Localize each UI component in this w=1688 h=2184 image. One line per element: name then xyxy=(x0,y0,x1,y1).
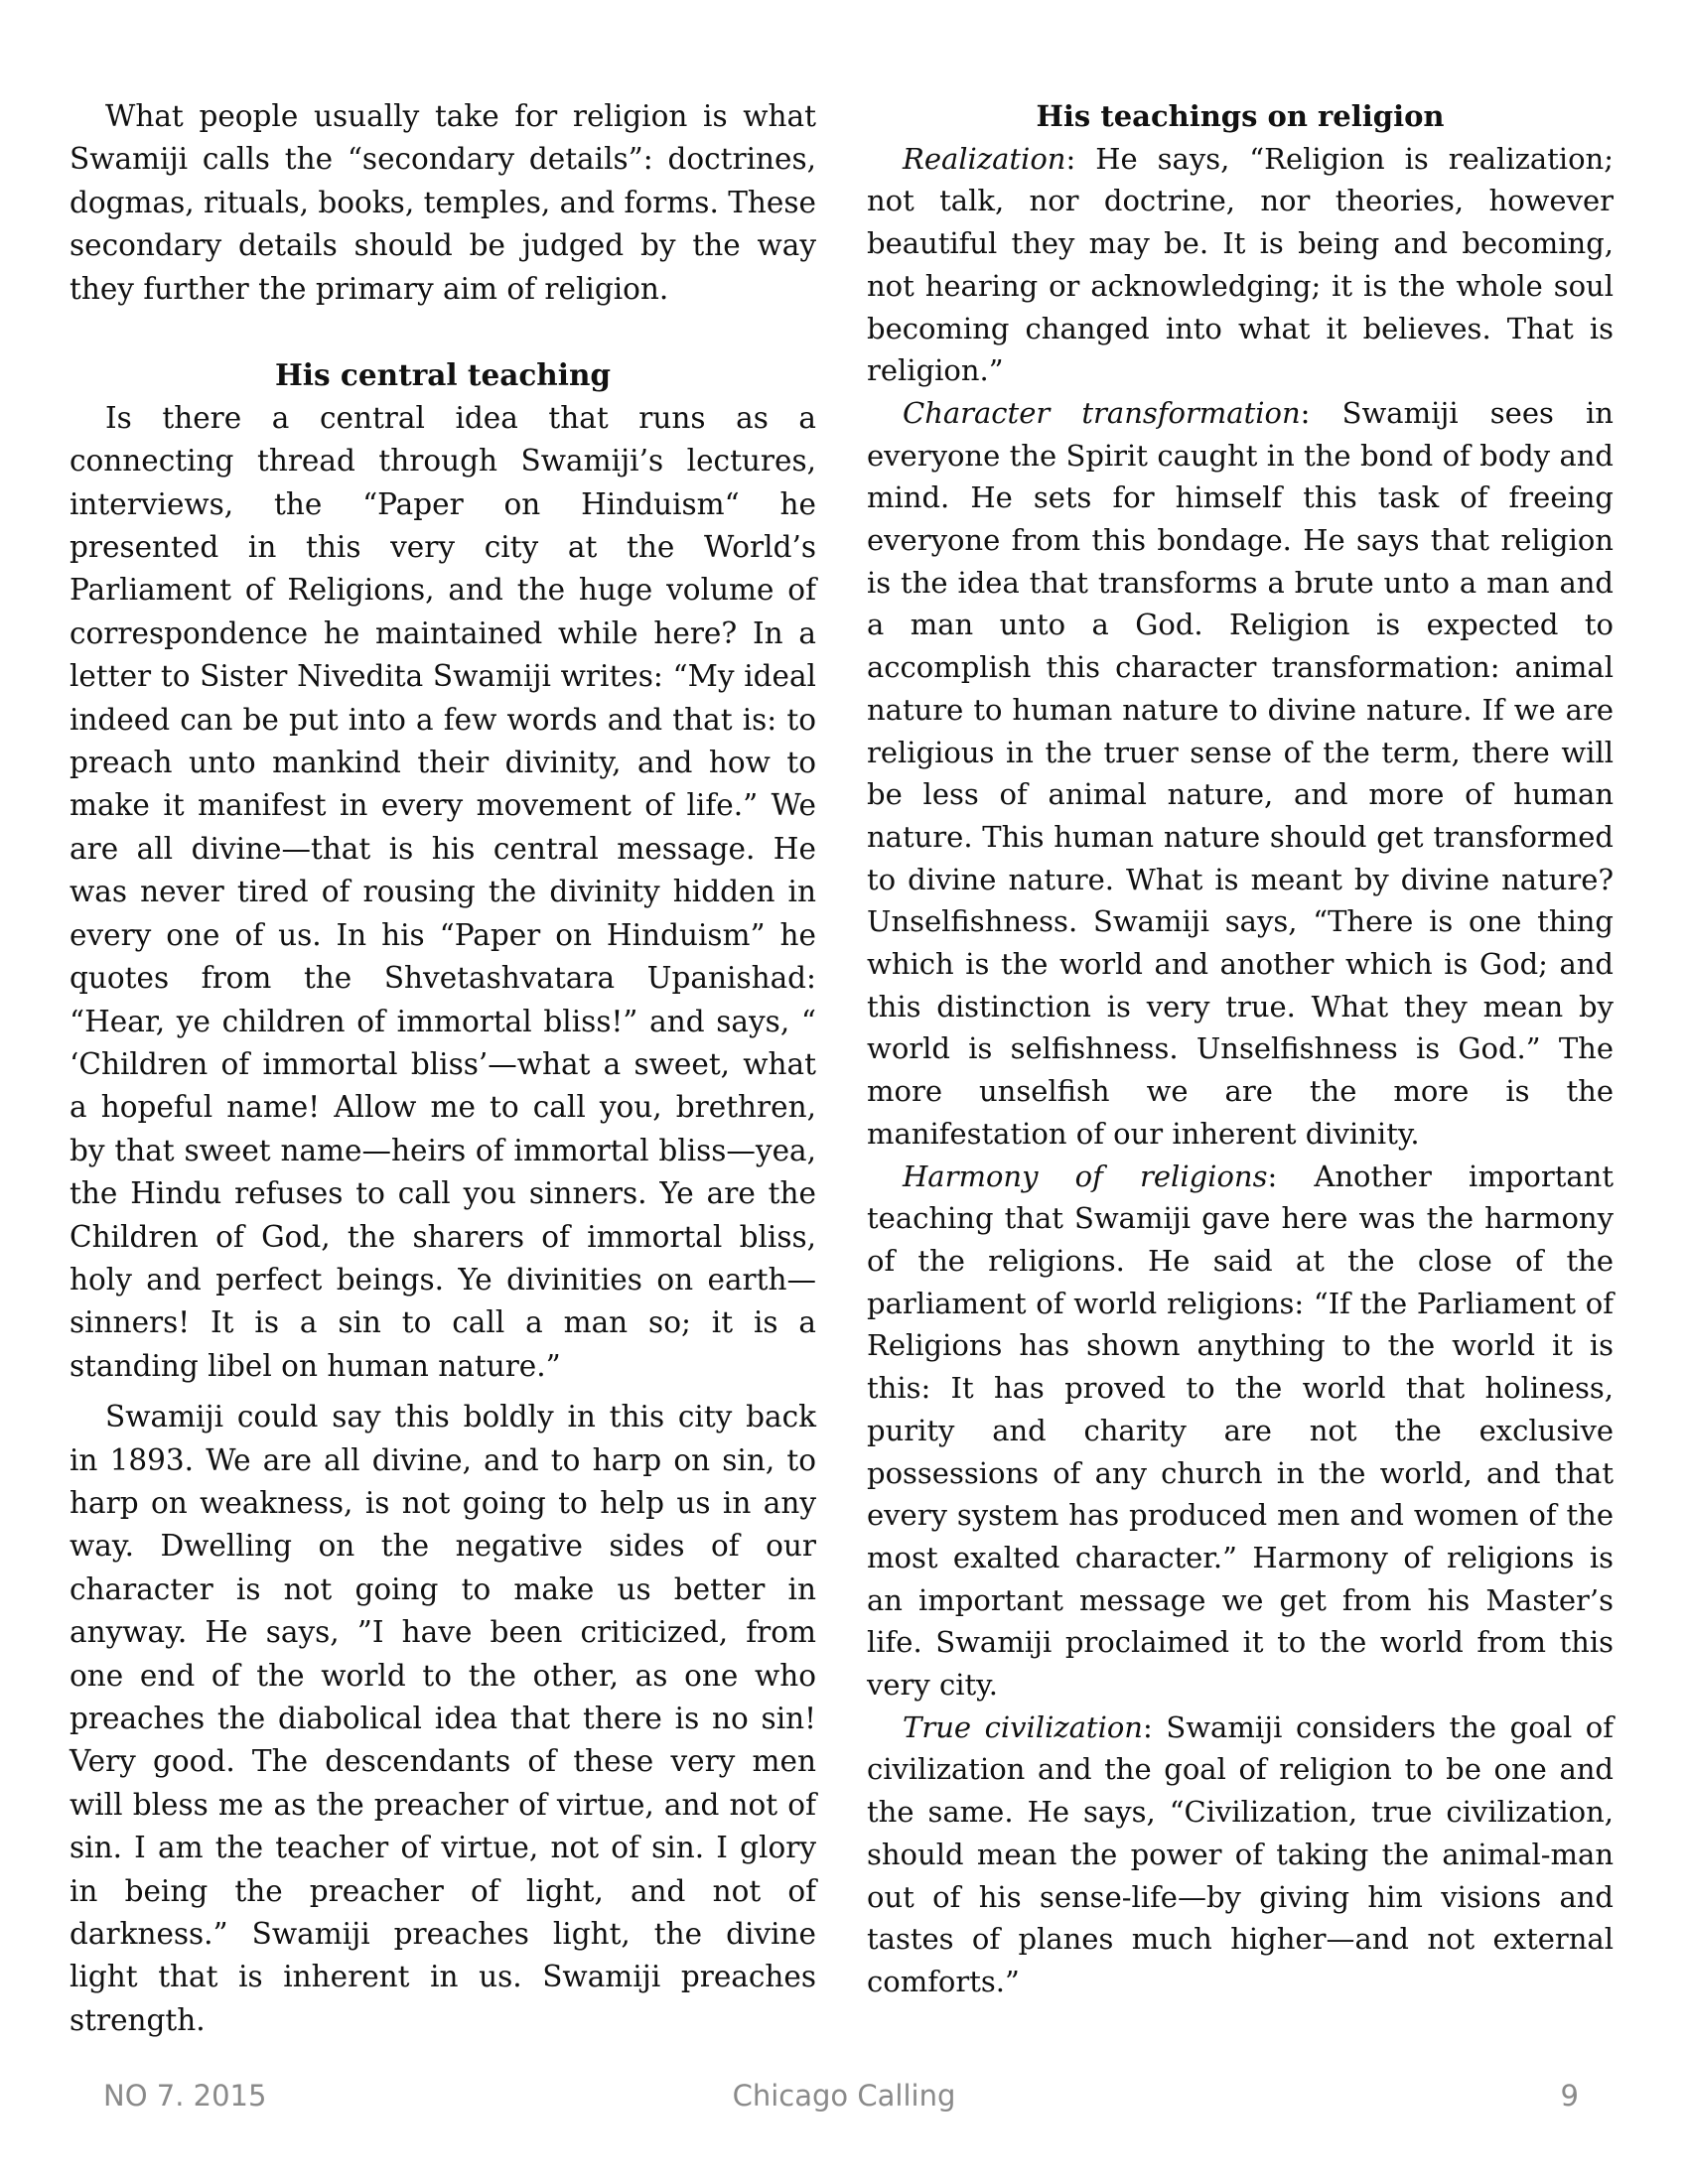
civilization-term: True civilization xyxy=(903,1709,1143,1744)
left-column xyxy=(70,95,816,2042)
right-column xyxy=(867,95,1614,2003)
publication-title: Chicago Calling xyxy=(732,2079,956,2113)
realization-term: Realization xyxy=(903,141,1066,176)
character-term: Character transformation xyxy=(903,395,1301,430)
central-teaching-paragraph-1: Is there a central idea that runs as a connecting thread through Swamiji’s lectures, interviews, the “Paper on Hinduism“ he presented in this very city at the World’s Parliament of Religions, and the huge volume of correspondence he maintained while here? In a letter to Sister Nivedita Swamiji writes: “My ideal indeed can be put into a few words and that is: to preach unto mankind their divinity, and how to make it manifest in every movement of life.” We are all divine—that is his central message. He was never tired of rousing the divinity hidden in every one of us. In his “Paper on Hinduism” he quotes from the Shvetashvatara Upanishad: “Hear, ye children of immortal bliss!” and says, “ ‘Children of immortal bliss’—what a sweet, what a hopeful name! Allow me to call you, brethren, by that sweet name—heirs of immortal bliss—yea, the Hindu refuses to call you sinners. Ye are the Children of God, the sharers of immortal bliss, holy and perfect beings. Ye divinities on earth—sinners! It is a sin to call a man so; it is a standing libel on human nature.” xyxy=(70,400,816,1383)
harmony-text: : Another important teaching that Swamiji gave here was the harmony of the religions. He said at the close of the parliament of world religions: “If the Parliament of Religions has shown anything to the world it is this: It has proved to the world that holiness, purity and charity are not the exclusive possessions of any church in the world, and that every system has produced men and women of the most exalted character.” Harmony of religions is an important message we get from his Master’s life. Swamiji proclaimed it to the world from this very city. xyxy=(867,1159,1614,1703)
character-text: : Swamiji sees in everyone the Spirit caught in the bond of body and mind. He sets for himself this task of freeing everyone from this bondage. He says that religion is the idea that transforms a brute unto a man and a man unto a God. Religion is expected to accomplish this character transformation: animal nature to human nature to divine nature. If we are religious in the truer sense of the term, there will be less of animal nature, and more of human nature. This human nature should get transformed to divine nature. What is meant by divine nature? Unselfishness. Swamiji says, “There is one thing which is the world and another which is God; and this distinction is very true. What they mean by world is selfishness. Unselfishness is God.” The more unselfish we are the more is the manifestation of our inherent divinity. xyxy=(867,395,1614,1151)
religion-teachings-heading: His teachings on religion xyxy=(1036,99,1445,133)
realization-paragraph xyxy=(867,138,1614,392)
page-footer xyxy=(0,2079,1688,2118)
civilization-paragraph xyxy=(867,1706,1614,2003)
central-teaching-paragraph-2: Swamiji could say this boldly in this city back in 1893. We are all divine, and to harp on sin, to harp on weakness, is not going to help us in any way. Dwelling on the negative sides of our character is not going to make us better in anyway. He says, ”I have been criticized, from one end of the world to the other, as one who preaches the diabolical idea that there is no sin! Very good. The descendants of these very men will bless me as the preacher of virtue, and not of sin. I am the teacher of virtue, not of sin. I glory in being the preacher of light, and not of darkness.” Swamiji preaches light, the divine light that is inherent in us. Swamiji preaches strength. xyxy=(70,1400,816,2037)
central-teaching-heading: His central teaching xyxy=(274,357,612,393)
civilization-text: : Swamiji considers the goal of civilization and the goal of religion to be one and the same. He says, “Civilization, true civilization, should mean the power of taking the animal-man out of his sense-life—by giving him visions and tastes of planes much higher—and not external comforts.” xyxy=(867,1709,1614,1998)
realization-text: : He says, “Religion is realization; not talk, nor doctrine, nor theories, however beautiful they may be. It is being and becoming, not hearing or acknowledging; it is the whole soul becoming changed into what it believes. That is religion.” xyxy=(867,141,1614,388)
page-number: 9 xyxy=(1560,2079,1579,2113)
character-paragraph xyxy=(867,392,1614,1156)
intro-paragraph: What people usually take for religion is what Swamiji calls the “secondary details”: doctrines, dogmas, rituals, books, temples, and forms. These secondary details should be judged by the way they further the primary aim of religion. xyxy=(70,99,816,306)
issue-number: NO 7. 2015 xyxy=(103,2079,267,2113)
harmony-term: Harmony of religions xyxy=(903,1159,1268,1193)
harmony-paragraph xyxy=(867,1156,1614,1706)
